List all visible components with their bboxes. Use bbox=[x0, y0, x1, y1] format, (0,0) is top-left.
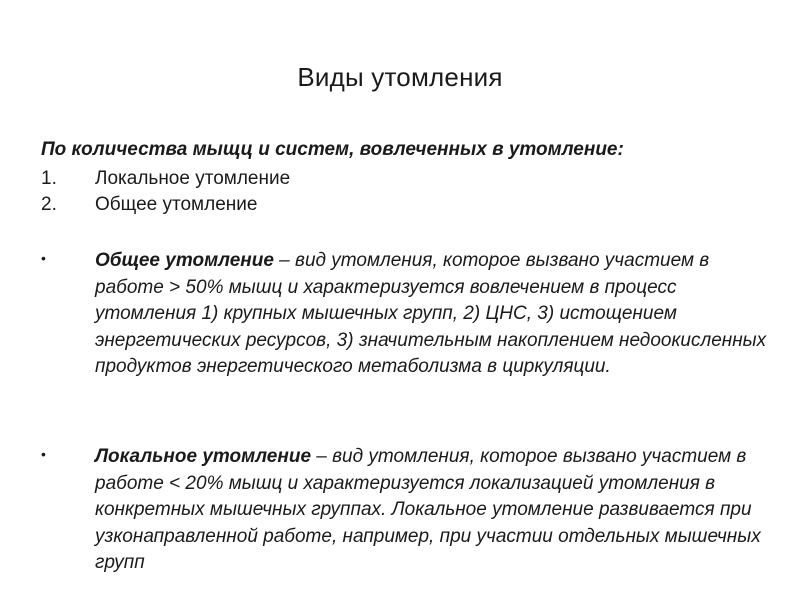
slide-title: Виды утомления bbox=[297, 62, 503, 92]
section-heading: По количества мыщц и систем, вовлеченных в утомление: bbox=[41, 139, 624, 160]
list-item-text: Локальное утомление bbox=[95, 168, 291, 189]
bullet-term: Локальное утомление bbox=[95, 446, 312, 467]
list-item bbox=[41, 192, 741, 218]
list-item-number: 2. bbox=[41, 194, 57, 215]
bullet-general-fatigue bbox=[41, 248, 781, 381]
bullet-definition: – вид утомления, которое вызвано участием в работе > 50% мышц и характеризуется вовлечением в процесс утомления 1) крупных мышечных групп, 2) ЦНС, 3) истощением энергетических ресурсов, 3) значительным накоплением недоокисленных продуктов энергетического метаболизма в циркуляции. bbox=[95, 250, 767, 377]
numbered-list bbox=[41, 166, 741, 218]
bullet-text bbox=[95, 248, 781, 381]
bullet-term: Общее утомление bbox=[95, 250, 274, 271]
bullet-marker: • bbox=[41, 446, 46, 462]
list-item-number: 1. bbox=[41, 168, 57, 189]
bullet-local-fatigue bbox=[41, 444, 781, 577]
list-item bbox=[41, 166, 741, 192]
list-item-text: Общее утомление bbox=[95, 194, 258, 215]
bullet-marker: • bbox=[41, 250, 46, 266]
bullet-text bbox=[95, 444, 781, 577]
bullet-definition: – вид утомления, которое вызвано участием в работе < 20% мышц и характеризуется локализацией утомления в конкретных мышечных группах. Локальное утомление развивается при узконаправленной работе, например, при участии отдельных мышечных групп bbox=[95, 446, 761, 573]
